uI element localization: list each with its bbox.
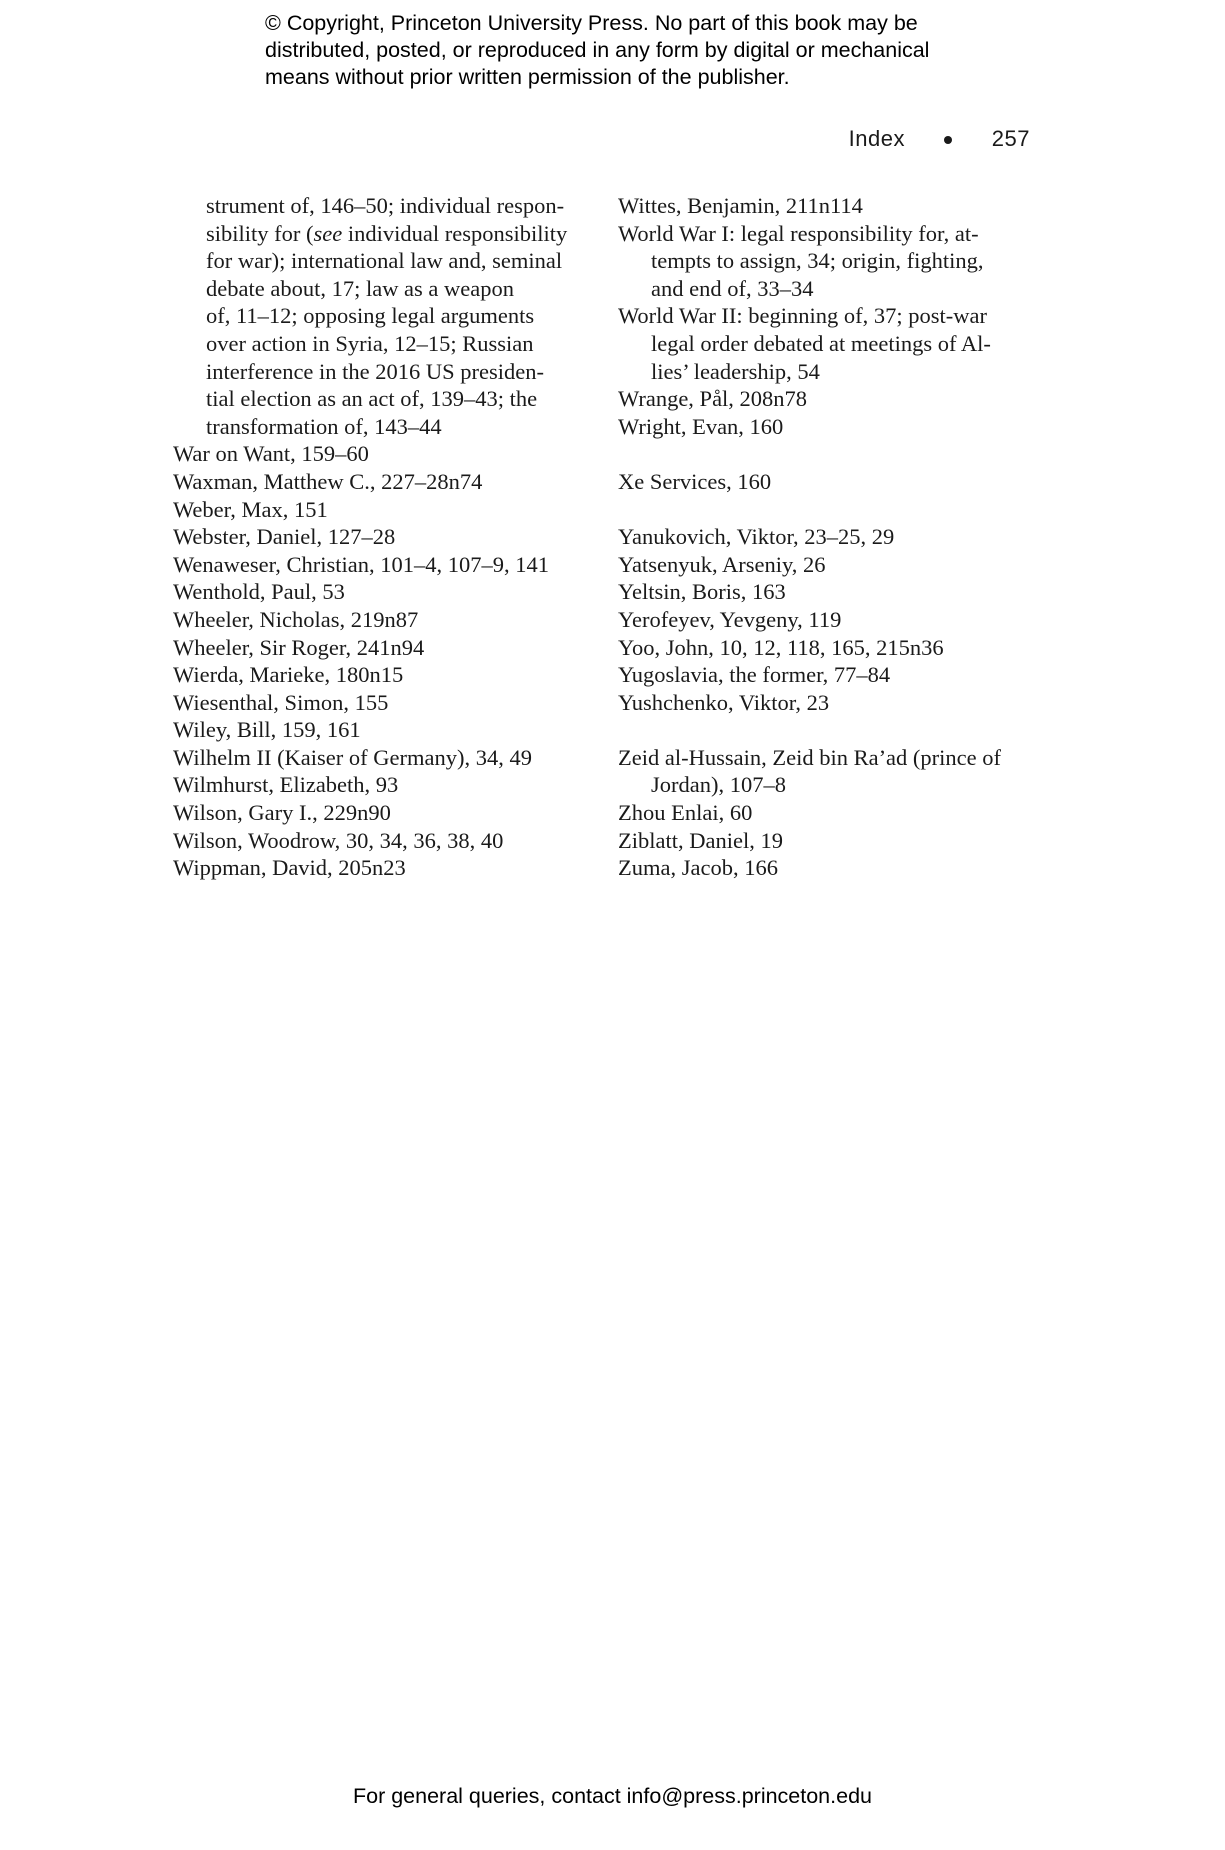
index-line: and end of, 33–34 — [651, 275, 814, 301]
bullet-separator — [944, 136, 952, 144]
index-text: sibility for ( — [206, 220, 314, 246]
index-line: over action in Syria, 12–15; Russian — [206, 330, 534, 356]
index-entry: Wheeler, Nicholas, 219n87 — [173, 606, 419, 632]
index-column-right — [618, 192, 1038, 882]
index-entry: World War I: legal responsibility for, at- — [618, 220, 979, 246]
copyright-line: © Copyright, Princeton University Press. No part of this book may be — [265, 11, 918, 35]
index-line: of, 11–12; opposing legal arguments — [206, 303, 535, 329]
index-entry: Wright, Evan, 160 — [618, 413, 784, 439]
index-entry: Yeltsin, Boris, 163 — [618, 579, 786, 605]
copyright-line: means without prior written permission of the publisher. — [265, 65, 790, 89]
letter-group-gap — [618, 496, 1038, 524]
index-entry: Zuma, Jacob, 166 — [618, 855, 778, 881]
letter-group-gap — [618, 716, 1038, 744]
index-entry: Yushchenko, Viktor, 23 — [618, 689, 830, 715]
index-line: tempts to assign, 34; origin, fighting, — [651, 248, 984, 274]
index-entry: Wenthold, Paul, 53 — [173, 579, 345, 605]
index-line: legal order debated at meetings of Al- — [651, 330, 991, 356]
index-line: strument of, 146–50; individual respon- — [206, 193, 565, 218]
index-entry: Wiesenthal, Simon, 155 — [173, 689, 389, 715]
index-line: transformation of, 143–44 — [206, 413, 442, 439]
cross-reference-see: see — [313, 220, 343, 246]
index-entry: Yoo, John, 10, 12, 118, 165, 215n36 — [618, 634, 944, 660]
index-entry: Wierda, Marieke, 180n15 — [173, 662, 404, 688]
index-entry: Yatsenyuk, Arseniy, 26 — [618, 551, 826, 577]
page-number: 257 — [991, 126, 1030, 151]
index-line: for war); international law and, seminal — [206, 248, 563, 274]
index-line — [173, 220, 593, 248]
index-entry: Waxman, Matthew C., 227–28n74 — [173, 468, 483, 494]
index-line: interference in the 2016 US presiden- — [206, 358, 545, 384]
index-entry: Ziblatt, Daniel, 19 — [618, 827, 783, 853]
running-head-section: Index — [848, 126, 905, 151]
index-entry: Yanukovich, Viktor, 23–25, 29 — [618, 524, 895, 550]
index-entry: War on Want, 159–60 — [173, 441, 369, 467]
letter-group-gap — [618, 440, 1038, 468]
index-line: debate about, 17; law as a weapon — [206, 275, 515, 301]
footer-contact: For general queries, contact info@press.princeton.edu — [352, 1784, 872, 1808]
index-line: Jordan), 107–8 — [651, 772, 786, 798]
index-entry: Wiley, Bill, 159, 161 — [173, 717, 361, 743]
index-entry: Wilson, Gary I., 229n90 — [173, 800, 391, 826]
index-entry: World War II: beginning of, 37; post-war — [618, 303, 988, 329]
index-entry: Webster, Daniel, 127–28 — [173, 524, 396, 550]
index-entry: Wilmhurst, Elizabeth, 93 — [173, 772, 399, 798]
index-entry: Wheeler, Sir Roger, 241n94 — [173, 634, 425, 660]
copyright-notice — [265, 10, 1025, 91]
index-entry: Wilhelm II (Kaiser of Germany), 34, 49 — [173, 744, 532, 770]
index-entry: Wrange, Pål, 208n78 — [618, 386, 808, 412]
index-entry: Wilson, Woodrow, 30, 34, 36, 38, 40 — [173, 827, 504, 853]
index-line: lies’ leadership, 54 — [651, 358, 820, 384]
copyright-line: distributed, posted, or reproduced in any form by digital or mechanical — [265, 38, 930, 62]
index-entry: Wippman, David, 205n23 — [173, 855, 406, 881]
index-entry: Wittes, Benjamin, 211n114 — [618, 193, 863, 218]
index-text: individual responsibility — [342, 220, 568, 246]
index-entry: Weber, Max, 151 — [173, 496, 328, 522]
index-entry: Zhou Enlai, 60 — [618, 800, 753, 826]
index-line: tial election as an act of, 139–43; the — [206, 386, 538, 412]
index-entry: Yerofeyev, Yevgeny, 119 — [618, 606, 842, 632]
index-entry: Wenaweser, Christian, 101–4, 107–9, 141 — [173, 551, 549, 577]
index-entry: Zeid al-Hussain, Zeid bin Ra’ad (prince of — [618, 744, 1001, 770]
index-entry: Yugoslavia, the former, 77–84 — [618, 662, 891, 688]
index-entry: Xe Services, 160 — [618, 468, 772, 494]
running-head — [820, 124, 1030, 154]
index-column-left — [173, 192, 593, 882]
